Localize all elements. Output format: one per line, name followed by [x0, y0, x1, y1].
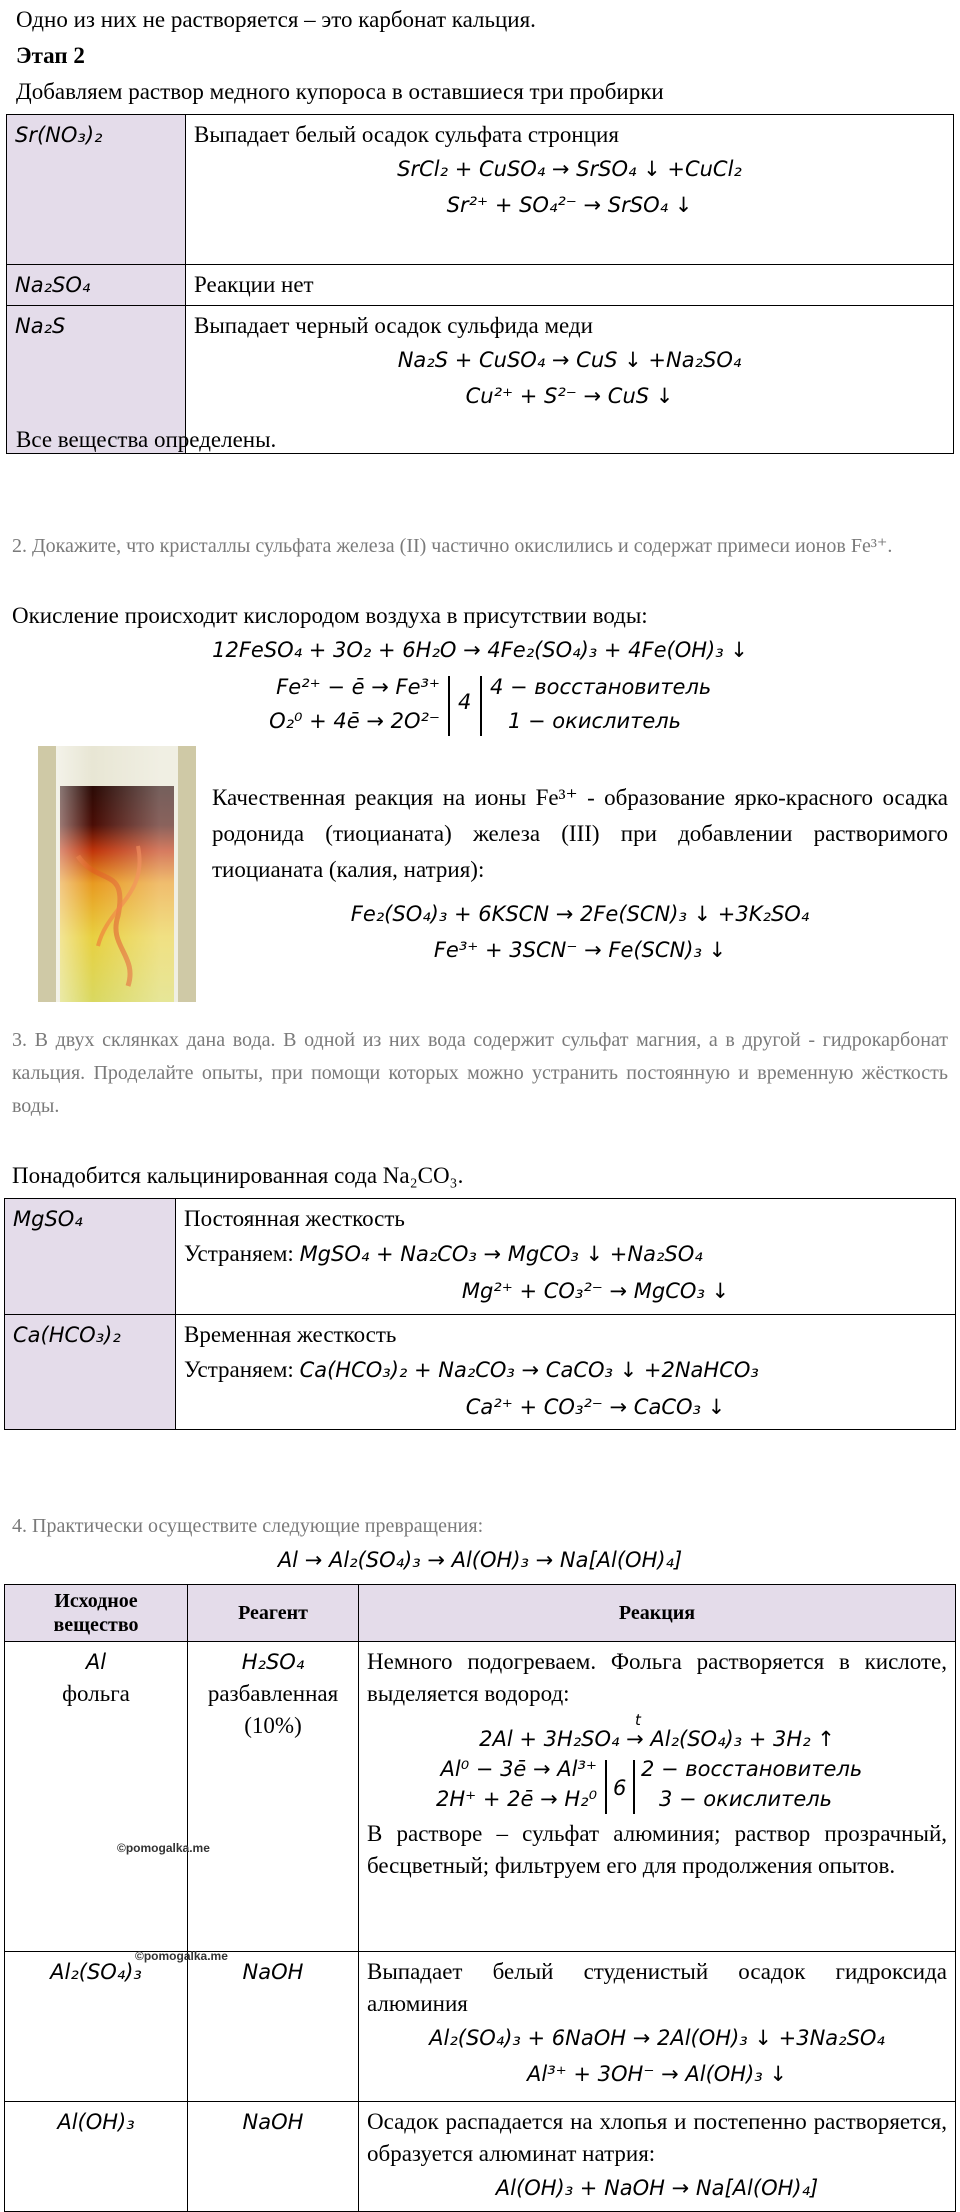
reagent-cell: [188, 1642, 359, 1952]
equation: Al₂(SO₄)₃ + 6NaOH → 2Al(OH)₃ ↓ +3Na₂SO₄: [429, 2026, 885, 2050]
substance-cell: Sr(NO₃)₂: [7, 115, 186, 265]
stage-text: Добавляем раствор медного купороса в оставшиеся три пробирки: [16, 79, 664, 104]
balance-lcm: 4: [458, 690, 472, 714]
reagent-note: разбавленная: [207, 1681, 339, 1706]
equation: Al(OH)₃ + NaOH → Na[Al(OH)₄]: [495, 2176, 819, 2200]
half-reaction: 2H⁺ + 2ē → H₂⁰: [435, 1787, 597, 1811]
balance-bar: [605, 1760, 607, 1814]
reaction-text: Выпадает черный осадок сульфида меди: [194, 313, 593, 338]
oxidation-text: Окисление происходит кислородом воздуха в присутствии воды:: [12, 603, 648, 628]
reaction-text: Выпадает белый осадок сульфата стронция: [194, 122, 619, 147]
substance-cell: MgSO₄: [5, 1199, 176, 1315]
soda-text: Понадобится кальцинированная сода Na₂CO₃.: [12, 1163, 464, 1188]
substance-cell: Al(OH)₃: [5, 2102, 188, 2212]
column-header: Реакция: [359, 1585, 956, 1642]
reaction-cell: [176, 1199, 956, 1315]
equation: Cu²⁺ + S²⁻ → CuS ↓: [465, 384, 674, 408]
table-row: [7, 115, 954, 265]
reagent-percent: (10%): [244, 1713, 302, 1738]
equation: Ca²⁺ + CO₃²⁻ → CaCO₃ ↓: [465, 1395, 726, 1419]
fix-label: Устраняем:: [184, 1357, 294, 1382]
test-tube-photo: [38, 746, 196, 1002]
half-reaction: Fe²⁺ − ē → Fe³⁺: [276, 675, 440, 699]
equation: Sr²⁺ + SO₄²⁻ → SrSO₄ ↓: [446, 193, 693, 217]
hardness-kind: Постоянная жесткость: [184, 1206, 405, 1231]
balance-role: 4 − восстановитель: [490, 675, 712, 699]
reaction-text: Реакции нет: [186, 265, 954, 306]
balance-role: 2 − восстановитель: [641, 1757, 863, 1781]
substance-cell: Na₂SO₄: [7, 265, 186, 306]
reaction-cell: [186, 306, 954, 454]
task4-question: 4. Практически осуществите следующие превращения:: [12, 1515, 484, 1537]
balance-bar: [480, 676, 482, 736]
half-reaction: O₂⁰ + 4ē → 2O²⁻: [269, 709, 440, 733]
balance-role: 1 − окислитель: [508, 709, 682, 733]
heat-mark: t: [635, 1711, 641, 1729]
reaction-cell: [359, 2102, 956, 2212]
substance-cell: Al₂(SO₄)₃: [5, 1952, 188, 2102]
column-header: Исходное вещество: [5, 1585, 188, 1642]
balance-bar: [633, 1760, 635, 1814]
reaction-cell: [359, 1952, 956, 2102]
fix-label: Устраняем:: [184, 1241, 294, 1266]
equation: Ca(HCO₃)₂ + Na₂CO₃ → CaCO₃ ↓ +2NaHCO₃: [299, 1358, 759, 1382]
electron-balance: [240, 670, 760, 742]
substance-note: фольга: [62, 1681, 130, 1706]
substance-cell: Na₂S: [7, 306, 186, 454]
all-determined: Все вещества определены.: [16, 427, 277, 452]
equation: Al³⁺ + 3OH⁻ → Al(OH)₃ ↓: [527, 2062, 787, 2086]
intro-line: Одно из них не растворяется – это карбонат кальция.: [16, 7, 536, 32]
balance-role: 3 − окислитель: [659, 1787, 833, 1811]
table-row: [5, 1315, 956, 1430]
reaction-cell: [176, 1315, 956, 1430]
balance-lcm: 6: [613, 1776, 627, 1800]
reaction-text: Немного подогреваем. Фольга растворяется в кислоте, выделяется водород:: [367, 1649, 947, 1706]
table-row: [5, 1642, 956, 1952]
qualitative-text: Качественная реакция на ионы Fe³⁺ - образование ярко-красного осадка родонида (тиоцианата) железа (III) при добавлении растворимого тиоцианата (калия, натрия):: [212, 785, 948, 882]
watermark: ©pomogalka.me: [117, 1841, 210, 1855]
substance-cell: Ca(HCO₃)₂: [5, 1315, 176, 1430]
table-hardness: [4, 1198, 956, 1430]
equation: SrCl₂ + CuSO₄ → SrSO₄ ↓ +CuCl₂: [397, 157, 742, 181]
reagent-cell: NaOH: [188, 2102, 359, 2212]
watermark: ©pomogalka.me: [135, 1949, 228, 1963]
half-reaction: Al⁰ − 3ē → Al³⁺: [440, 1757, 597, 1781]
equation: 2Al + 3H₂SO₄ → Al₂(SO₄)₃ + 3H₂ ↑: [479, 1727, 835, 1751]
electron-balance: [367, 1754, 947, 1818]
hardness-kind: Временная жесткость: [184, 1322, 397, 1347]
table-row: [5, 1199, 956, 1315]
qualitative-equation: Fe₂(SO₄)₃ + 6KSCN → 2Fe(SCN)₃ ↓ +3K₂SO₄: [350, 902, 810, 926]
table-row: [7, 265, 954, 306]
reagent-cell: NaOH: [188, 1952, 359, 2102]
reaction-cell: [359, 1642, 956, 1952]
task3-question: 3. В двух склянках дана вода. В одной из них вода содержит сульфат магния, а в другой - гидрокарбонат кальция. Проделайте опыты, при помощи которых можно устранить постоянную и временную жёсткость воды.: [12, 1029, 948, 1117]
qualitative-equation: Fe³⁺ + 3SCN⁻ → Fe(SCN)₃ ↓: [433, 938, 727, 962]
table-row: [5, 1952, 956, 2102]
test-tube-drawing: [38, 746, 196, 1002]
equation: Mg²⁺ + CO₃²⁻ → MgCO₃ ↓: [461, 1279, 730, 1303]
table-transformations: [4, 1584, 956, 2212]
reaction-text: Осадок распадается на хлопья и постепенно растворяется, образуется алюминат натрия:: [367, 2109, 947, 2166]
column-header: Реагент: [188, 1585, 359, 1642]
reaction-text: Выпадает белый студенистый осадок гидроксида алюминия: [367, 1959, 947, 2016]
task2-question: 2. Докажите, что кристаллы сульфата железа (II) частично окислились и содержат примеси ионов Fe³⁺.: [12, 535, 893, 557]
equation-main: 12FeSO₄ + 3O₂ + 6H₂O → 4Fe₂(SO₄)₃ + 4Fe(OH)₃ ↓: [212, 638, 748, 662]
balance-bar: [448, 676, 450, 736]
equation: MgSO₄ + Na₂CO₃ → MgCO₃ ↓ +Na₂SO₄: [299, 1242, 703, 1266]
substance-formula: Al: [85, 1650, 107, 1674]
reaction-text: В растворе – сульфат алюминия; раствор прозрачный, бесцветный; фильтруем его для продолжения опытов.: [367, 1821, 947, 1878]
reagent-formula: H₂SO₄: [241, 1650, 305, 1674]
reaction-cell: [186, 115, 954, 265]
transformation-chain: Al → Al₂(SO₄)₃ → Al(OH)₃ → Na[Al(OH)₄]: [277, 1548, 683, 1572]
table-header-row: [5, 1585, 956, 1642]
equation: Na₂S + CuSO₄ → CuS ↓ +Na₂SO₄: [397, 348, 742, 372]
table-row: [5, 2102, 956, 2212]
substance-cell: [5, 1642, 228, 1963]
table-stage2: [6, 114, 954, 454]
stage-title: Этап 2: [16, 43, 85, 68]
